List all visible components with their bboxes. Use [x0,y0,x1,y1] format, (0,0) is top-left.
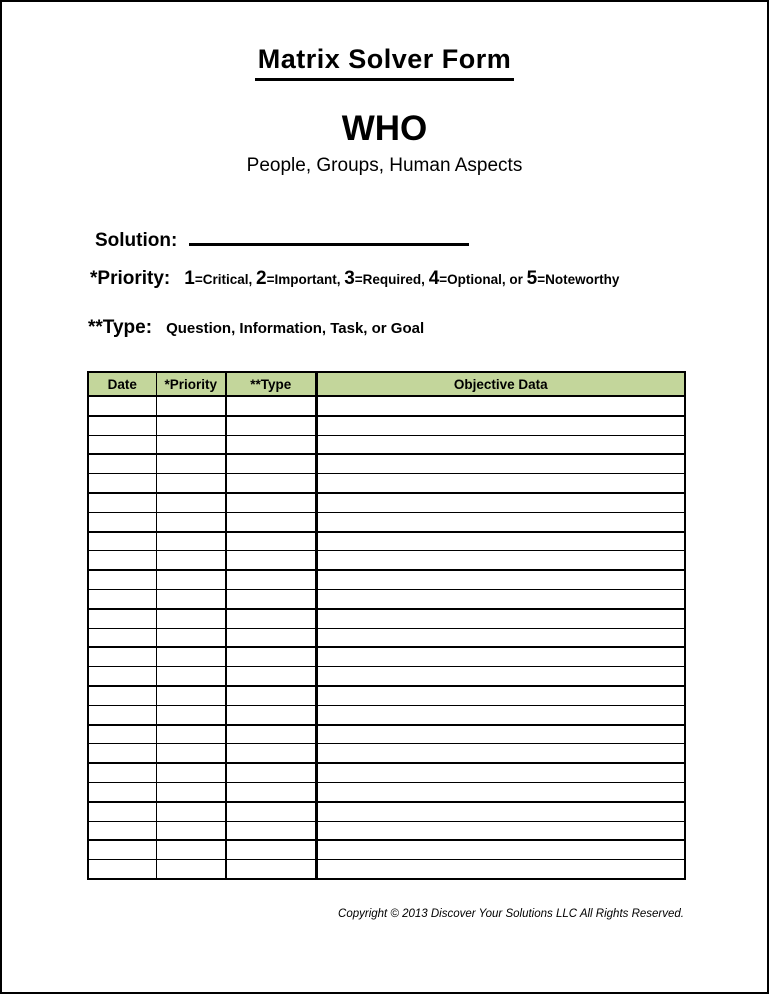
empty-cell [316,454,685,473]
empty-cell [156,725,226,744]
title-wrap [2,44,767,81]
empty-cell [316,686,685,705]
table-header-row [88,372,685,396]
table-row [88,860,685,879]
copyright-text: Copyright © 2013 Discover Your Solutions LLC All Rights Reserved. [338,908,684,920]
empty-cell [156,493,226,512]
table-row [88,396,685,416]
empty-cell [226,416,316,435]
empty-cell [88,840,156,859]
empty-cell [226,840,316,859]
table-row [88,686,685,705]
empty-cell [226,763,316,782]
solution-label: Solution: [95,230,178,251]
empty-cell [156,686,226,705]
table-row [88,647,685,666]
empty-cell [226,532,316,551]
table-row [88,570,685,589]
empty-cell [88,493,156,512]
table-row [88,744,685,763]
table-row [88,416,685,435]
empty-cell [316,609,685,628]
empty-cell [88,763,156,782]
section-title: WHO [341,109,428,148]
table-row [88,628,685,647]
empty-cell [316,782,685,801]
empty-cell [316,628,685,647]
column-header-objectivedata: Objective Data [316,372,685,396]
empty-cell [88,609,156,628]
empty-cell [88,686,156,705]
empty-cell [156,667,226,686]
empty-cell [88,647,156,666]
empty-cell [226,589,316,608]
column-header-type: **Type [226,372,316,396]
matrix-table [87,371,686,880]
priority-number: 3 [344,268,355,289]
empty-cell [156,705,226,724]
empty-cell [226,667,316,686]
empty-cell [88,744,156,763]
empty-cell [226,647,316,666]
table-row [88,435,685,454]
empty-cell [156,435,226,454]
empty-cell [156,454,226,473]
empty-cell [88,570,156,589]
empty-cell [226,435,316,454]
table-row [88,705,685,724]
empty-cell [88,782,156,801]
section-subtitle: People, Groups, Human Aspects [246,155,523,176]
empty-cell [88,454,156,473]
type-label: **Type: [88,317,153,338]
empty-cell [88,725,156,744]
priority-description: =Noteworthy [537,272,620,287]
empty-cell [88,821,156,840]
empty-cell [316,705,685,724]
empty-cell [226,725,316,744]
priority-label: *Priority: [90,268,171,289]
empty-cell [226,551,316,570]
empty-cell [88,474,156,493]
table-row [88,802,685,821]
empty-cell [156,570,226,589]
empty-cell [316,725,685,744]
empty-cell [226,609,316,628]
empty-cell [316,821,685,840]
empty-cell [316,512,685,531]
column-header-priority: *Priority [156,372,226,396]
empty-cell [156,609,226,628]
type-text: Question, Information, Task, or Goal [166,320,425,337]
empty-cell [226,686,316,705]
empty-cell [316,763,685,782]
table-row [88,840,685,859]
table-row [88,821,685,840]
priority-description: =Critical, [194,272,256,287]
priority-items [184,268,620,289]
table-row [88,782,685,801]
table-row [88,725,685,744]
empty-cell [156,416,226,435]
empty-cell [226,705,316,724]
empty-cell [316,435,685,454]
empty-cell [226,744,316,763]
empty-cell [156,782,226,801]
empty-cell [316,551,685,570]
empty-cell [88,802,156,821]
empty-cell [88,396,156,416]
empty-cell [156,532,226,551]
empty-cell [88,416,156,435]
empty-cell [156,647,226,666]
table-row [88,454,685,473]
empty-cell [316,396,685,416]
empty-cell [316,493,685,512]
empty-cell [88,435,156,454]
empty-cell [316,860,685,879]
table-row [88,532,685,551]
empty-cell [226,782,316,801]
column-header-date: Date [88,372,156,396]
empty-cell [316,589,685,608]
priority-number: 4 [428,268,440,289]
table-row [88,493,685,512]
empty-cell [316,802,685,821]
empty-cell [226,802,316,821]
solution-row [95,226,469,252]
table-row [88,589,685,608]
table-row [88,551,685,570]
empty-cell [88,532,156,551]
empty-cell [156,396,226,416]
empty-cell [88,512,156,531]
empty-cell [316,647,685,666]
empty-cell [226,860,316,879]
empty-cell [316,570,685,589]
empty-cell [156,763,226,782]
empty-cell [226,570,316,589]
empty-cell [156,840,226,859]
empty-cell [316,474,685,493]
priority-legend [90,268,619,290]
table-row [88,609,685,628]
empty-cell [88,589,156,608]
empty-cell [226,396,316,416]
empty-cell [316,744,685,763]
empty-cell [88,667,156,686]
empty-cell [226,512,316,531]
empty-cell [226,474,316,493]
empty-cell [316,532,685,551]
empty-cell [156,744,226,763]
form-title: Matrix Solver Form [255,44,515,81]
table-row [88,667,685,686]
empty-cell [156,821,226,840]
table-row [88,474,685,493]
empty-cell [88,628,156,647]
empty-cell [156,802,226,821]
table-row [88,512,685,531]
empty-cell [226,493,316,512]
empty-cell [226,821,316,840]
empty-cell [156,512,226,531]
priority-description: =Required, [354,272,429,287]
empty-cell [156,474,226,493]
priority-number: 1 [184,268,195,289]
empty-cell [88,705,156,724]
empty-cell [156,589,226,608]
priority-description: =Optional, or [439,272,527,287]
priority-number: 5 [526,268,538,289]
empty-cell [226,628,316,647]
table-row [88,763,685,782]
empty-cell [316,840,685,859]
empty-cell [88,860,156,879]
empty-cell [226,454,316,473]
empty-cell [316,416,685,435]
type-legend [88,317,424,339]
solution-blank-line [189,226,469,246]
empty-cell [88,551,156,570]
empty-cell [156,551,226,570]
empty-cell [156,860,226,879]
priority-number: 2 [255,268,267,289]
empty-cell [316,667,685,686]
priority-description: =Important, [266,272,345,287]
empty-cell [156,628,226,647]
